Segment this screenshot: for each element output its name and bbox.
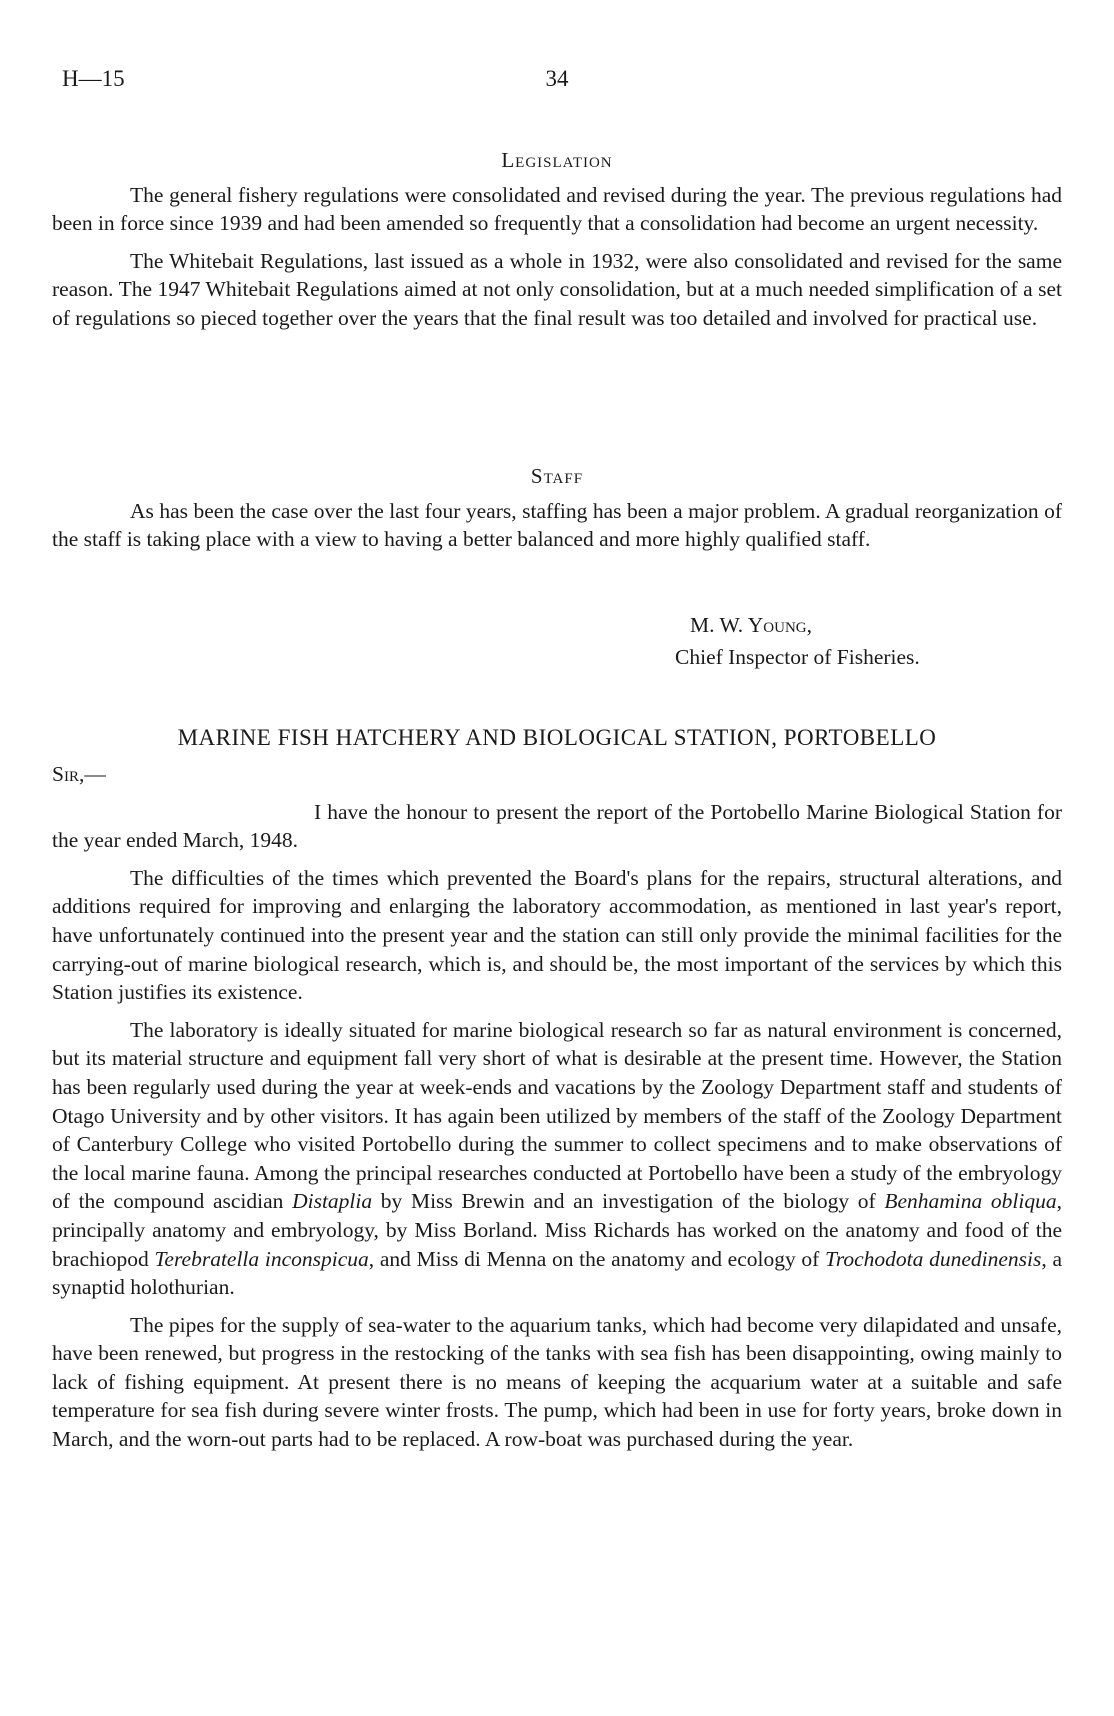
staff-paragraph: As has been the case over the last four years, staffing has been a major problem. A gradual reorganization of the staff is taking place with a view to having a better balanced and more highly qualified staff.: [52, 498, 1062, 552]
staff-section: [52, 462, 1062, 563]
legislation-paragraph-2: The Whitebait Regulations, last issued as a whole in 1932, were also consolidated and revised for the same reason. The 1947 Whitebait Regulations aimed at not only consolidation, but at a much needed simplification of a set of regulations so pieced together over the years that the final result was too detailed and involved for practical use.: [52, 248, 1062, 330]
lab-text-2: by Miss Brewin and an investigation of the biology of: [372, 1189, 885, 1214]
station-report-section: [52, 760, 1062, 1463]
station-paragraph-3: [52, 1016, 1062, 1302]
species-benhamina: Benhamina obliqua: [884, 1189, 1057, 1214]
station-paragraph-1: I have the honour to present the report of the Portobello Marine Biological Station for the year ended March, 1948.: [52, 799, 1062, 853]
station-paragraph-2: The difficulties of the times which prevented the Board's plans for the repairs, structural alterations, and additions required for improving and enlarging the laboratory accommodation, as mentioned in last year's report, have unfortunately continued into the present year and the station can still only provide the minimal facilities for the carrying-out of marine biological research, which is, and should be, the most important of the services by which this Station justifies its existence.: [52, 865, 1062, 1005]
station-paragraph-4: The pipes for the supply of sea-water to the aquarium tanks, which had become very dilapidated and unsafe, have been renewed, but progress in the restocking of the tanks with sea fish has been disappointing, owing mainly to lack of fishing equipment. At present there is no means of keeping the acquarium water at a suitable and safe temperature for sea fish during severe winter frosts. The pump, which had been in use for forty years, broke down in March, and the worn-out parts had to be replaced. A row-boat was purchased during the year.: [52, 1312, 1062, 1452]
species-terebratella: Terebratella inconspicua: [154, 1246, 369, 1271]
signature-title: Chief Inspector of Fisheries.: [675, 645, 920, 669]
species-distaplia: Distaplia: [292, 1189, 373, 1214]
signature-block: [675, 609, 920, 673]
lab-text-4: , and Miss di Menna on the anatomy and ecology of: [368, 1246, 826, 1271]
signature-name: M. W. Young,: [690, 613, 812, 637]
lab-text-1: The laboratory is ideally situated for marine biological research so far as natural environment is concerned, but its material structure and equipment fall very short of what is desirable at the present time. However, the Station has been regularly used during the year at week-ends and vacations by the Zoology Department staff and students of Otago University and by other visitors. It has again been utilized by members of the staff of the Zoology Department of Canterbury College who visited Portobello during the summer to collect specimens and to make observations of the local marine fauna. Among the principal researches conducted at Portobello have been a study of the embryology of the compound ascidian: [52, 1017, 1062, 1214]
legislation-paragraph-1: The general fishery regulations were consolidated and revised during the year. The previous regulations had been in force since 1939 and had been amended so frequently that a consolidation had become an urgent necessity.: [52, 182, 1062, 236]
page-header: [62, 66, 1052, 96]
station-report-title: MARINE FISH HATCHERY AND BIOLOGICAL STATION, PORTOBELLO: [177, 725, 937, 750]
lab-text-3: , principally anatomy and embryology, by Miss Borland. Miss Richards has worked on the anatomy and food of the brachiopod: [52, 1189, 1062, 1271]
salutation: Sir,—: [52, 762, 106, 786]
species-trochodota: Trochodota dunedinensis: [825, 1246, 1042, 1271]
page-number: 34: [545, 66, 569, 91]
legislation-heading: Legislation: [501, 148, 613, 172]
legislation-section: [52, 146, 1062, 342]
document-reference: H—15: [62, 66, 125, 91]
lab-text-5: , a synaptid holothurian.: [52, 1246, 1063, 1300]
staff-heading: Staff: [530, 464, 584, 488]
